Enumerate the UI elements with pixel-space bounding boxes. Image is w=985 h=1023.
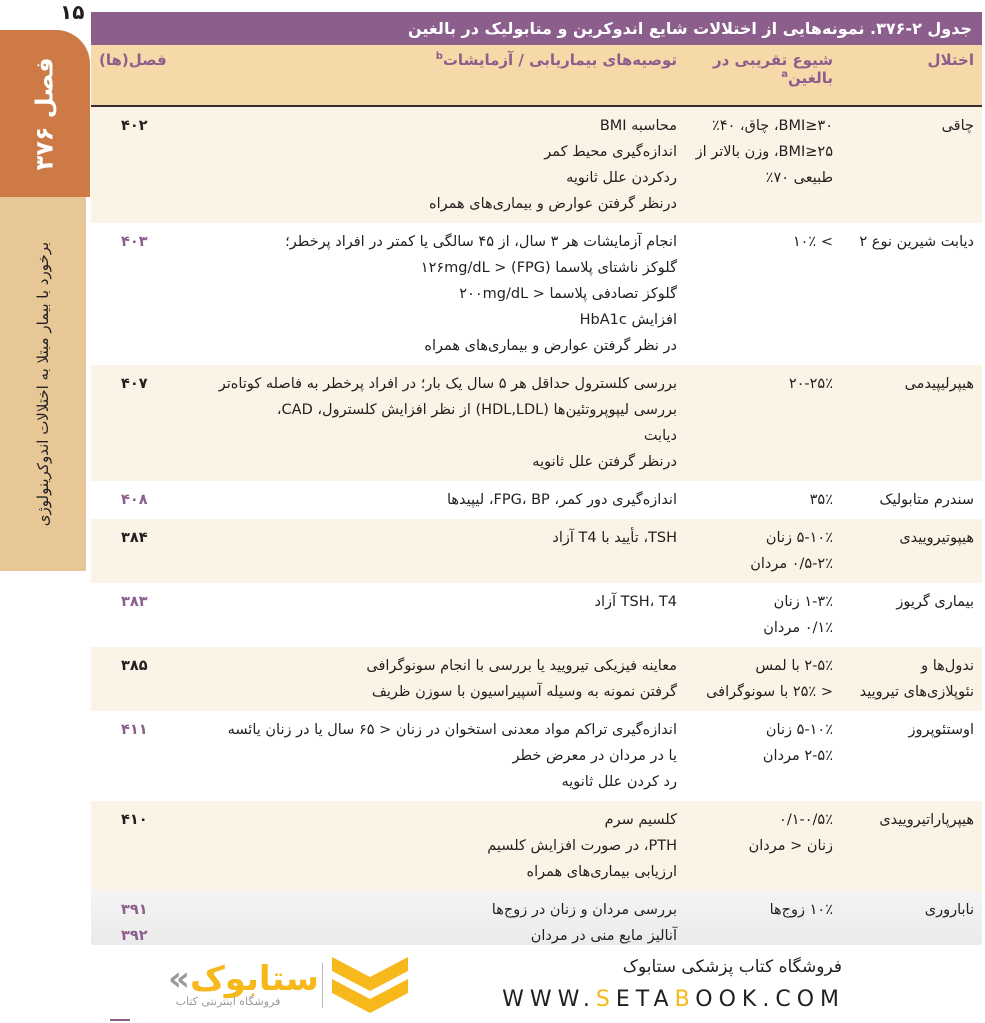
recommendations-cell: محاسبه BMI اندازه‌گیری محیط کمر ردکردن علل ثانویه درنظر گرفتن عوارض و بیماری‌های همراه bbox=[428, 118, 677, 212]
recommendations-cell: اندازه‌گیری دور کمر، FPG، BP، لیپیدها bbox=[446, 492, 677, 508]
recommendations-cell: انجام آزمایشات هر ۳ سال، از ۴۵ سالگی یا کمتر در افراد پرخطر؛ گلوکز ناشتای پلاسما (FPG) < ۱۲۶mg/dL گلوکز تصادفی پلاسما < ۲۰۰mg/dL افزایش HbA1c در نظر گرفتن عوارض و بیماری‌های همراه bbox=[285, 234, 677, 354]
chapter-tab bbox=[0, 30, 90, 197]
chapter-ref-cell[interactable]: ۳۸۵ bbox=[121, 658, 148, 674]
chapter-ref-cell[interactable]: ۳۸۳ bbox=[121, 594, 148, 610]
table-title: جدول ۲-۳۷۶. نمونه‌هایی از اختلالات شایع اندوکرین و متابولیک در بالغین bbox=[91, 12, 982, 45]
disorder-cell: چاقی bbox=[941, 118, 974, 134]
prevalence-cell: > ۱۰٪ bbox=[792, 234, 833, 250]
recommendations-cell: اندازه‌گیری تراکم مواد معدنی استخوان در زنان < ۶۵ سال یا در زنان یائسه یا در مردان در معرض خطر رد کردن علل ثانویه bbox=[227, 722, 677, 790]
disorder-cell: هیپوتیروییدی bbox=[899, 530, 974, 546]
disorder-cell: اوستئوپروز bbox=[908, 722, 974, 738]
footer-watermark bbox=[0, 945, 985, 1023]
table-row bbox=[91, 647, 982, 711]
chapter-tab-label: فصل ۳۷۶ bbox=[31, 56, 59, 171]
recommendations-cell: TSH، تأیید با T4 آزاد bbox=[552, 530, 677, 546]
prevalence-cell: ۱۰٪ زوج‌ها bbox=[769, 902, 833, 918]
chapter-subtitle-tab bbox=[0, 197, 86, 571]
chapter-ref-cell[interactable]: ۴۰۲ bbox=[121, 118, 148, 134]
table-row bbox=[91, 481, 982, 519]
chapter-ref-cell[interactable]: ۴۰۳ bbox=[121, 234, 148, 250]
recommendations-cell: TSH، T4 آزاد bbox=[594, 594, 677, 610]
logo-divider bbox=[322, 963, 323, 1008]
page-number: ۱۵ bbox=[60, 0, 85, 24]
chapter-ref-cell[interactable]: ۳۹۱ ۳۹۲ bbox=[121, 902, 148, 944]
disorder-cell: دیابت شیرین نوع ۲ bbox=[859, 234, 974, 250]
prevalence-cell: ۰/۱-۰/۵٪ زنان < مردان bbox=[748, 812, 833, 854]
disorder-cell: سندرم متابولیک bbox=[879, 492, 974, 508]
header-chapters: فصل(ها) bbox=[99, 51, 167, 69]
table-row bbox=[91, 365, 982, 481]
chapter-subtitle-label: برخورد با بیمار مبتلا به اختلالات اندوکرینولوژی bbox=[34, 241, 53, 527]
disorder-cell: بیماری گریوز bbox=[896, 594, 974, 610]
chapter-ref-cell[interactable]: ۴۰۷ bbox=[121, 376, 148, 392]
prevalence-cell: BMI≥۳۰، چاق، ۴۰٪ BMI≥۲۵، وزن بالاتر از طبیعی ۷۰٪ bbox=[695, 118, 833, 186]
chapter-ref-cell[interactable]: ۴۱۰ bbox=[121, 812, 148, 828]
setabook-wordmark-logo: «ستابوک فروشگاه اینترنتی کتاب bbox=[168, 959, 319, 1008]
recommendations-cell: معاینه فیزیکی تیرویید یا بررسی با انجام سونوگرافی گرفتن نمونه به وسیله آسپیراسیون با سوزن ظریف bbox=[366, 658, 677, 700]
table-row bbox=[91, 223, 982, 365]
disorders-table bbox=[91, 45, 982, 955]
table-row bbox=[91, 583, 982, 647]
prevalence-cell: ۲۰-۲۵٪ bbox=[788, 376, 833, 392]
table-row bbox=[91, 519, 982, 583]
recommendations-cell: بررسی مردان و زنان در زوج‌ها آنالیز مایع منی در مردان bbox=[491, 902, 677, 944]
header-disorder: اختلال bbox=[927, 51, 974, 69]
prevalence-cell: ۱-۳٪ زنان ۰/۱٪ مردان bbox=[763, 594, 833, 636]
shop-name: فروشگاه کتاب پزشکی ستابوک bbox=[622, 957, 842, 977]
table-row bbox=[91, 711, 982, 801]
setabook-chevron-logo-icon bbox=[332, 957, 408, 1017]
chapter-ref-cell[interactable]: ۴۱۱ bbox=[121, 722, 148, 738]
header-prevalence: شیوع تقریبی در بالغین$^a$ bbox=[713, 51, 833, 87]
chapter-ref-cell[interactable]: ۴۰۸ bbox=[121, 492, 148, 508]
bottom-rule bbox=[110, 1019, 130, 1021]
prevalence-cell: ۳۵٪ bbox=[809, 492, 833, 508]
disorder-cell: ندول‌ها و نئوپلازی‌های تیرویید bbox=[859, 658, 974, 700]
disorder-cell: ناباروری bbox=[924, 902, 974, 918]
table-row bbox=[91, 801, 982, 891]
disorders-table-container bbox=[91, 12, 982, 955]
prevalence-cell: ۵-۱۰٪ زنان ۲-۵٪ مردان bbox=[762, 722, 833, 764]
disorder-cell: هیپرپاراتیروییدی bbox=[879, 812, 974, 828]
disorder-cell: هیپرلیپیدمی bbox=[904, 376, 974, 392]
shop-url[interactable]: WWW.SETABOOK.COM bbox=[502, 987, 845, 1012]
table-row bbox=[91, 106, 982, 223]
recommendations-cell: بررسی کلسترول حداقل هر ۵ سال یک بار؛ در افراد پرخطر به فاصله کوتاه‌تر بررسی لیپوپروتئین‌ها (HDL,LDL) از نظر افزایش کلسترول، CAD، دیابت درنظر گرفتن علل ثانویه bbox=[218, 376, 677, 470]
prevalence-cell: ۲-۵٪ با لمس < ۲۵٪ با سونوگرافی bbox=[706, 658, 833, 700]
recommendations-cell: کلسیم سرم PTH، در صورت افزایش کلسیم ارزیابی بیماری‌های همراه bbox=[487, 812, 677, 880]
table-header-row bbox=[91, 45, 982, 106]
prevalence-cell: ۵-۱۰٪ زنان ۰/۵-۲٪ مردان bbox=[750, 530, 833, 572]
chapter-ref-cell[interactable]: ۳۸۴ bbox=[121, 530, 148, 546]
header-recommendations: توصیه‌های بیماریابی / آزمایشات$^b$ bbox=[435, 51, 677, 69]
